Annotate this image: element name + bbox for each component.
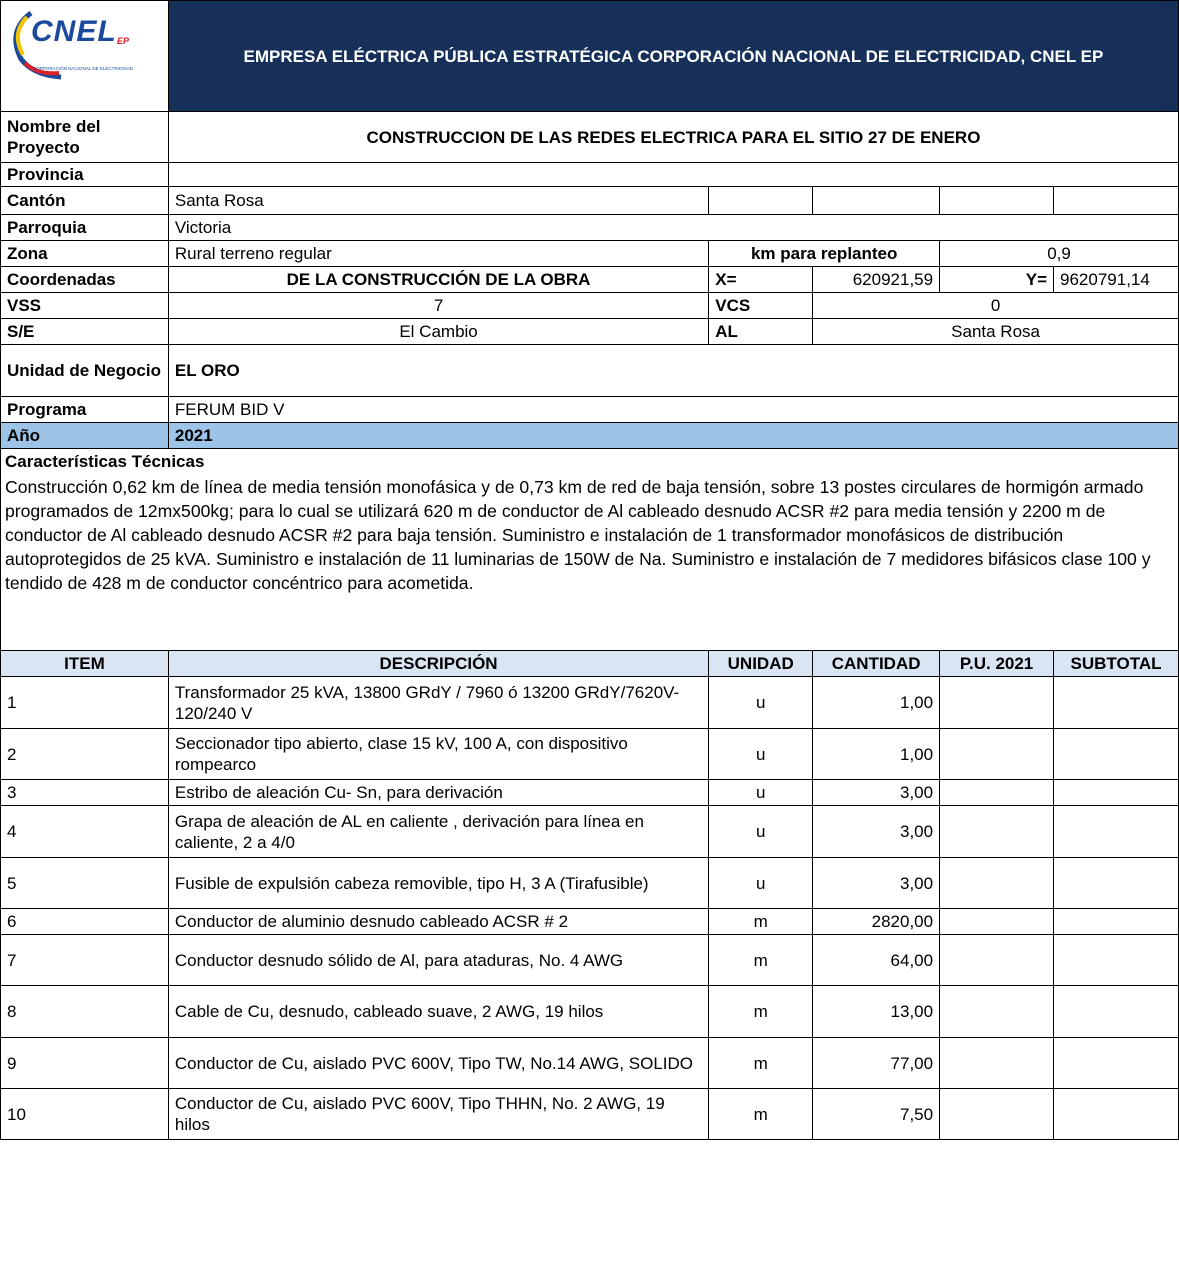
anio-label: Año (1, 423, 169, 449)
provincia-label: Provincia (1, 163, 169, 187)
col-header-descripcion: DESCRIPCIÓN (168, 651, 708, 677)
canton-value: Santa Rosa (168, 187, 708, 215)
row-unidad (1, 345, 1179, 397)
item-unit-price (940, 806, 1054, 858)
canton-empty-4 (1054, 187, 1179, 215)
item-unit-price (940, 858, 1054, 909)
row-coordenadas (1, 267, 1179, 293)
item-subtotal (1054, 909, 1179, 935)
table-row (1, 935, 1179, 986)
se-label: S/E (1, 319, 169, 345)
provincia-value (168, 163, 1178, 187)
item-unit-price (940, 935, 1054, 986)
zona-value: Rural terreno regular (168, 241, 708, 267)
vss-label: VSS (1, 293, 169, 319)
col-header-item: ITEM (1, 651, 169, 677)
table-row (1, 780, 1179, 806)
table-row (1, 806, 1179, 858)
item-description: Conductor de aluminio desnudo cableado ACSR # 2 (168, 909, 708, 935)
item-unit-price (940, 986, 1054, 1038)
table-row (1, 986, 1179, 1038)
item-description: Cable de Cu, desnudo, cableado suave, 2 AWG, 19 hilos (168, 986, 708, 1038)
item-number: 10 (1, 1089, 169, 1140)
item-unit: m (709, 935, 813, 986)
vss-value: 7 (168, 293, 708, 319)
coord-label: Coordenadas (1, 267, 169, 293)
item-subtotal (1054, 677, 1179, 729)
item-unit-price (940, 780, 1054, 806)
canton-empty-3 (940, 187, 1054, 215)
programa-label: Programa (1, 397, 169, 423)
item-description: Conductor desnudo sólido de Al, para ataduras, No. 4 AWG (168, 935, 708, 986)
anio-value: 2021 (168, 423, 1178, 449)
header-row (1, 1, 1179, 112)
item-unit: m (709, 909, 813, 935)
item-number: 1 (1, 677, 169, 729)
item-subtotal (1054, 1089, 1179, 1140)
item-quantity: 3,00 (813, 806, 940, 858)
item-subtotal (1054, 986, 1179, 1038)
item-subtotal (1054, 858, 1179, 909)
col-header-subtotal: SUBTOTAL (1054, 651, 1179, 677)
x-value: 620921,59 (813, 267, 940, 293)
table-row (1, 1089, 1179, 1140)
item-quantity: 13,00 (813, 986, 940, 1038)
se-value: El Cambio (168, 319, 708, 345)
item-description: Conductor de Cu, aislado PVC 600V, Tipo THHN, No. 2 AWG, 19 hilos (168, 1089, 708, 1140)
item-unit-price (940, 729, 1054, 780)
item-quantity: 3,00 (813, 780, 940, 806)
row-provincia (1, 163, 1179, 187)
item-subtotal (1054, 806, 1179, 858)
item-number: 5 (1, 858, 169, 909)
logo-suffix: EP (117, 36, 130, 46)
row-tech-title (1, 449, 1179, 475)
y-label: Y= (940, 267, 1054, 293)
coord-value: DE LA CONSTRUCCIÓN DE LA OBRA (168, 267, 708, 293)
logo-wordmark: CNEL (31, 15, 117, 48)
item-unit: m (709, 1089, 813, 1140)
row-programa (1, 397, 1179, 423)
vcs-value: 0 (813, 293, 1179, 319)
item-unit-price (940, 909, 1054, 935)
col-header-unidad: UNIDAD (709, 651, 813, 677)
km-value: 0,9 (940, 241, 1179, 267)
canton-label: Cantón (1, 187, 169, 215)
unidad-label: Unidad de Negocio (1, 345, 169, 397)
row-nombre (1, 112, 1179, 163)
col-header-pu: P.U. 2021 (940, 651, 1054, 677)
row-vss (1, 293, 1179, 319)
item-number: 4 (1, 806, 169, 858)
tech-title: Características Técnicas (1, 449, 1179, 475)
item-number: 7 (1, 935, 169, 986)
item-quantity: 64,00 (813, 935, 940, 986)
table-row (1, 1038, 1179, 1089)
item-description: Transformador 25 kVA, 13800 GRdY / 7960 ó 13200 GRdY/7620V-120/240 V (168, 677, 708, 729)
item-unit-price (940, 1089, 1054, 1140)
item-unit: u (709, 677, 813, 729)
item-number: 6 (1, 909, 169, 935)
row-se (1, 319, 1179, 345)
row-zona (1, 241, 1179, 267)
item-subtotal (1054, 935, 1179, 986)
item-quantity: 1,00 (813, 677, 940, 729)
x-label: X= (709, 267, 813, 293)
nombre-label: Nombre del Proyecto (1, 112, 169, 163)
table-row (1, 729, 1179, 780)
canton-empty-1 (709, 187, 813, 215)
vcs-label: VCS (709, 293, 813, 319)
item-number: 2 (1, 729, 169, 780)
item-quantity: 3,00 (813, 858, 940, 909)
item-quantity: 2820,00 (813, 909, 940, 935)
items-header-row (1, 651, 1179, 677)
row-canton (1, 187, 1179, 215)
row-parroquia (1, 215, 1179, 241)
item-description: Seccionador tipo abierto, clase 15 kV, 100 A, con dispositivo rompearco (168, 729, 708, 780)
table-row (1, 858, 1179, 909)
item-subtotal (1054, 780, 1179, 806)
item-unit-price (940, 1038, 1054, 1089)
item-description: Grapa de aleación de AL en caliente , derivación para línea en caliente, 2 a 4/0 (168, 806, 708, 858)
item-unit: u (709, 780, 813, 806)
item-description: Fusible de expulsión cabeza removible, tipo H, 3 A (Tirafusible) (168, 858, 708, 909)
parroquia-label: Parroquia (1, 215, 169, 241)
item-description: Estribo de aleación Cu- Sn, para derivación (168, 780, 708, 806)
cnel-logo (1, 1, 151, 91)
row-tech-text (1, 475, 1179, 651)
item-unit: m (709, 986, 813, 1038)
programa-value: FERUM BID V (168, 397, 1178, 423)
unidad-value: EL ORO (168, 345, 1178, 397)
nombre-value: CONSTRUCCION DE LAS REDES ELECTRICA PARA EL SITIO 27 DE ENERO (168, 112, 1178, 163)
item-unit-price (940, 677, 1054, 729)
item-subtotal (1054, 729, 1179, 780)
row-anio (1, 423, 1179, 449)
item-number: 9 (1, 1038, 169, 1089)
item-quantity: 77,00 (813, 1038, 940, 1089)
item-description: Conductor de Cu, aislado PVC 600V, Tipo TW, No.14 AWG, SOLIDO (168, 1038, 708, 1089)
item-unit: u (709, 806, 813, 858)
parroquia-value: Victoria (168, 215, 1178, 241)
logo-cell (1, 1, 169, 112)
y-value: 9620791,14 (1054, 267, 1179, 293)
item-subtotal (1054, 1038, 1179, 1089)
table-row (1, 909, 1179, 935)
company-title: EMPRESA ELÉCTRICA PÚBLICA ESTRATÉGICA CORPORACIÓN NACIONAL DE ELECTRICIDAD, CNEL EP (168, 1, 1178, 112)
al-value: Santa Rosa (813, 319, 1179, 345)
logo-subtitle: CORPORACIÓN NACIONAL DE ELECTRICIDAD (33, 66, 133, 71)
tech-description: Construcción 0,62 km de línea de media tensión monofásica y de 0,73 km de red de baja tensión, sobre 13 postes circulares de hormigón armado programados de 12mx500kg; para lo cual se utilizará 620 m de conductor de Al cableado desnudo ACSR #2 para media tensión y 2200 m de conductor de Al cableado desnudo ACSR #2 para baja tensión. Suministro e instalación de 1 transformador monofásicos de distribución autoprotegidos de 25 kVA. Suministro e instalación de 11 luminarias de 150W de Na. Suministro e instalación de 7 medidores bifásicos clase 100 y tendido de 428 m de conductor concéntrico para acometida. (1, 475, 1179, 651)
item-number: 8 (1, 986, 169, 1038)
col-header-cantidad: CANTIDAD (813, 651, 940, 677)
table-row (1, 677, 1179, 729)
al-label: AL (709, 319, 813, 345)
item-quantity: 1,00 (813, 729, 940, 780)
item-unit: m (709, 1038, 813, 1089)
item-quantity: 7,50 (813, 1089, 940, 1140)
canton-empty-2 (813, 187, 940, 215)
item-unit: u (709, 858, 813, 909)
zona-label: Zona (1, 241, 169, 267)
item-unit: u (709, 729, 813, 780)
km-label: km para replanteo (709, 241, 940, 267)
item-number: 3 (1, 780, 169, 806)
